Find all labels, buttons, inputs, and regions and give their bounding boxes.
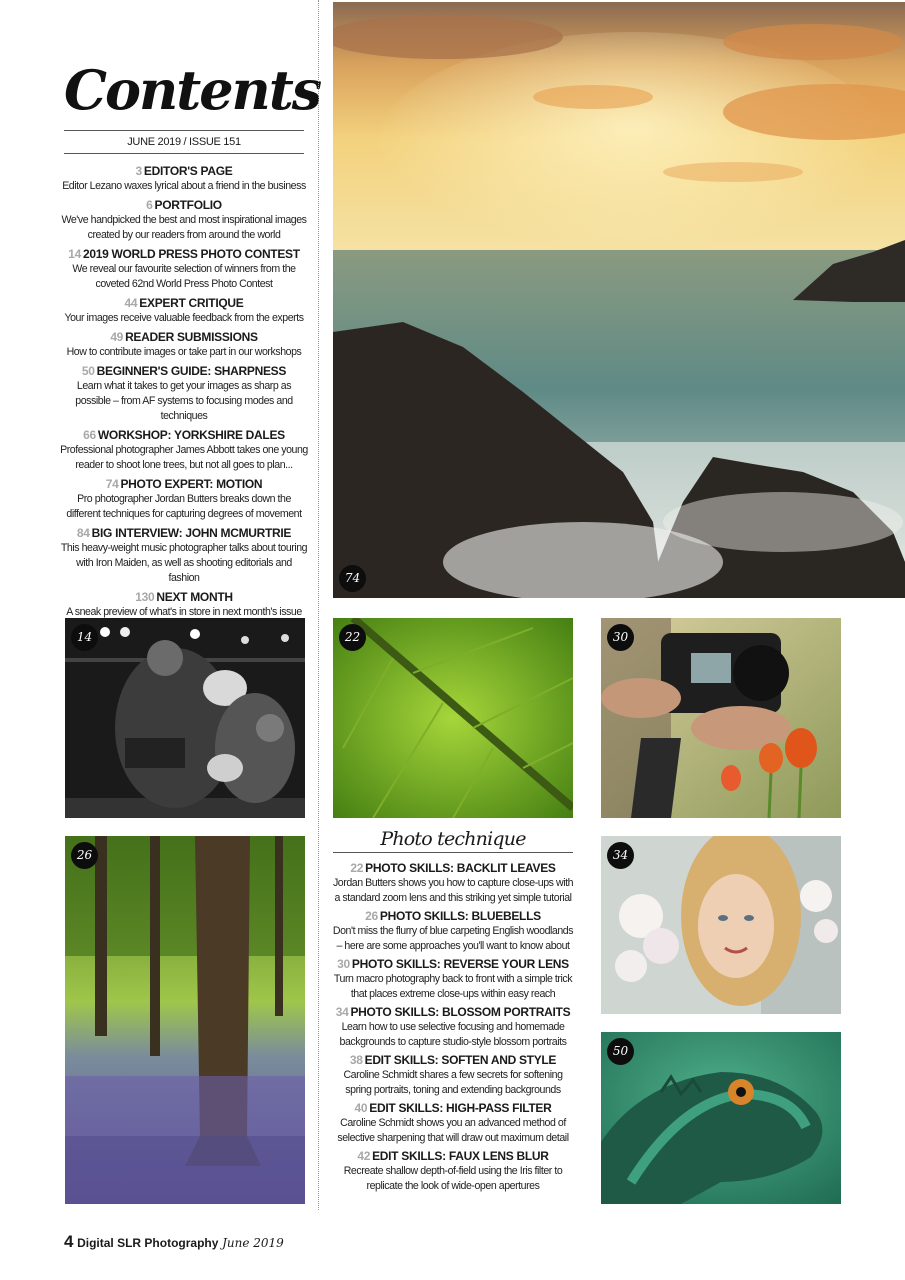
page-badge: 50 (607, 1038, 634, 1065)
entry-page-number: 30 (337, 957, 350, 971)
leaf-illustration (333, 618, 573, 818)
contents-entry[interactable] (60, 247, 308, 292)
contents-entry[interactable] (60, 590, 308, 620)
entry-description: Editor Lezano waxes lyrical about a friend in the business (62, 180, 306, 192)
entry-page-number: 44 (124, 296, 138, 310)
contents-entry[interactable] (60, 164, 308, 194)
technique-entry[interactable] (330, 1053, 576, 1098)
section-heading: Photo technique (333, 828, 573, 853)
page-badge: 34 (607, 842, 634, 869)
contents-entry[interactable] (60, 198, 308, 243)
entry-description: We reveal our favourite selection of winners from the coveted 62nd World Press Photo Contest (72, 263, 296, 290)
camera-photo[interactable] (601, 618, 841, 818)
entry-description: Your images receive valuable feedback from the experts (64, 312, 304, 324)
entry-description: Professional photographer James Abbott takes one young reader to shoot lone trees, but not all goes to plan... (60, 444, 308, 471)
boxing-photo[interactable] (65, 618, 305, 818)
entry-title: EXPERT CRITIQUE (139, 296, 244, 310)
entry-title: 2019 WORLD PRESS PHOTO CONTEST (82, 247, 300, 261)
technique-entry[interactable] (330, 1005, 576, 1050)
entry-title: NEXT MONTH (156, 590, 233, 604)
page-title: Contents (64, 58, 321, 122)
entry-title: EDITOR'S PAGE (143, 164, 233, 178)
entry-title: EDIT SKILLS: SOFTEN AND STYLE (364, 1053, 557, 1067)
entry-title: PHOTO SKILLS: BLUEBELLS (379, 909, 541, 923)
bluebells-photo[interactable] (65, 836, 305, 1204)
entry-page-number: 130 (135, 590, 155, 604)
entry-title: BEGINNER'S GUIDE: SHARPNESS (96, 364, 287, 378)
portrait-photo[interactable] (601, 836, 841, 1014)
entry-title: BIG INTERVIEW: JOHN MCMURTRIE (91, 526, 292, 540)
entry-page-number: 40 (354, 1101, 368, 1115)
entry-page-number: 84 (76, 526, 90, 540)
entry-description: Caroline Schmidt shares a few secrets for softening spring portraits, toning and extending backgrounds (343, 1069, 563, 1096)
contents-entry[interactable] (60, 428, 308, 473)
contents-list (60, 164, 308, 624)
technique-entry[interactable] (330, 1101, 576, 1146)
entry-title: PHOTO SKILLS: BACKLIT LEAVES (365, 861, 556, 875)
footer-page-number: 4 (64, 1232, 74, 1251)
entry-title: EDIT SKILLS: FAUX LENS BLUR (372, 1149, 549, 1163)
lizard-photo[interactable] (601, 1032, 841, 1204)
portrait-illustration (601, 836, 841, 1014)
entry-description: We've handpicked the best and most inspirational images created by our readers from around the world (61, 214, 307, 241)
entry-page-number: 50 (81, 364, 95, 378)
entry-title: PHOTO EXPERT: MOTION (120, 477, 263, 491)
entry-page-number: 3 (135, 164, 142, 178)
entry-description: Caroline Schmidt shows you an advanced method of selective sharpening that will draw out maximum detail (337, 1117, 569, 1144)
entry-title: PHOTO SKILLS: BLOSSOM PORTRAITS (350, 1005, 571, 1019)
entry-page-number: 34 (335, 1005, 349, 1019)
seascape-illustration (333, 2, 905, 598)
camera-illustration (601, 618, 841, 818)
entry-description: Recreate shallow depth-of-field using the Iris filter to replicate the look of wide-open apertures (343, 1165, 563, 1192)
lizard-illustration (601, 1032, 841, 1204)
page-badge: 74 (339, 565, 366, 592)
boxing-illustration (65, 618, 305, 818)
entry-description: Jordan Butters shows you how to capture close-ups with a standard zoom lens and this striking yet simple tutorial (332, 877, 574, 904)
entry-description: Learn how to use selective focusing and homemade backgrounds to capture studio-style blossom portraits (339, 1021, 567, 1048)
page-badge: 30 (607, 624, 634, 651)
footer-date: June 2019 (222, 1236, 284, 1250)
contents-entry[interactable] (60, 526, 308, 586)
entry-description: This heavy-weight music photographer talks about touring with Iron Maiden, as well as shooting editorials and fashion (60, 542, 308, 584)
entry-page-number: 42 (357, 1149, 371, 1163)
entry-title: WORKSHOP: YORKSHIRE DALES (97, 428, 285, 442)
contents-entry[interactable] (60, 477, 308, 522)
contents-entry[interactable] (60, 364, 308, 424)
contents-entry[interactable] (60, 330, 308, 360)
issue-line: JUNE 2019 / ISSUE 151 (64, 130, 304, 154)
entry-title: PORTFOLIO (154, 198, 222, 212)
entry-page-number: 38 (349, 1053, 363, 1067)
page-badge: 26 (71, 842, 98, 869)
footer-magazine-name: Digital SLR Photography (77, 1236, 219, 1250)
entry-page-number: 26 (365, 909, 378, 923)
entry-title: EDIT SKILLS: HIGH-PASS FILTER (369, 1101, 552, 1115)
entry-page-number: 14 (68, 247, 81, 261)
entry-title: READER SUBMISSIONS (125, 330, 258, 344)
technique-entry[interactable] (330, 861, 576, 906)
page-badge: 22 (339, 624, 366, 651)
technique-entry[interactable] (330, 1149, 576, 1194)
entry-page-number: 6 (146, 198, 153, 212)
entry-description: A sneak preview of what's in store in next month's issue (66, 606, 302, 618)
page-badge: 14 (71, 624, 98, 651)
page-footer (64, 1232, 284, 1252)
entry-description: Turn macro photography back to front with a simple trick that places extreme close-ups within easy reach (333, 973, 573, 1000)
technique-entry[interactable] (330, 909, 576, 954)
entry-page-number: 74 (105, 477, 119, 491)
photo-technique-section (330, 828, 576, 1197)
entry-title: PHOTO SKILLS: REVERSE YOUR LENS (351, 957, 569, 971)
entry-description: Pro photographer Jordan Butters breaks down the different techniques for capturing degrees of movement (66, 493, 302, 520)
entry-description: Don't miss the flurry of blue carpeting English woodlands – here are some approaches you'll want to know about (332, 925, 574, 952)
entry-page-number: 66 (83, 428, 96, 442)
entry-page-number: 49 (110, 330, 124, 344)
leaf-photo[interactable] (333, 618, 573, 818)
technique-entry[interactable] (330, 957, 576, 1002)
entry-description: How to contribute images or take part in our workshops (66, 346, 302, 358)
seascape-photo[interactable] (333, 2, 905, 598)
column-divider (318, 0, 320, 1210)
contents-entry[interactable] (60, 296, 308, 326)
bluebells-illustration (65, 836, 305, 1204)
entry-page-number: 22 (350, 861, 364, 875)
entry-description: Learn what it takes to get your images as sharp as possible – from AF systems to focusing modes and techniques (75, 380, 293, 422)
